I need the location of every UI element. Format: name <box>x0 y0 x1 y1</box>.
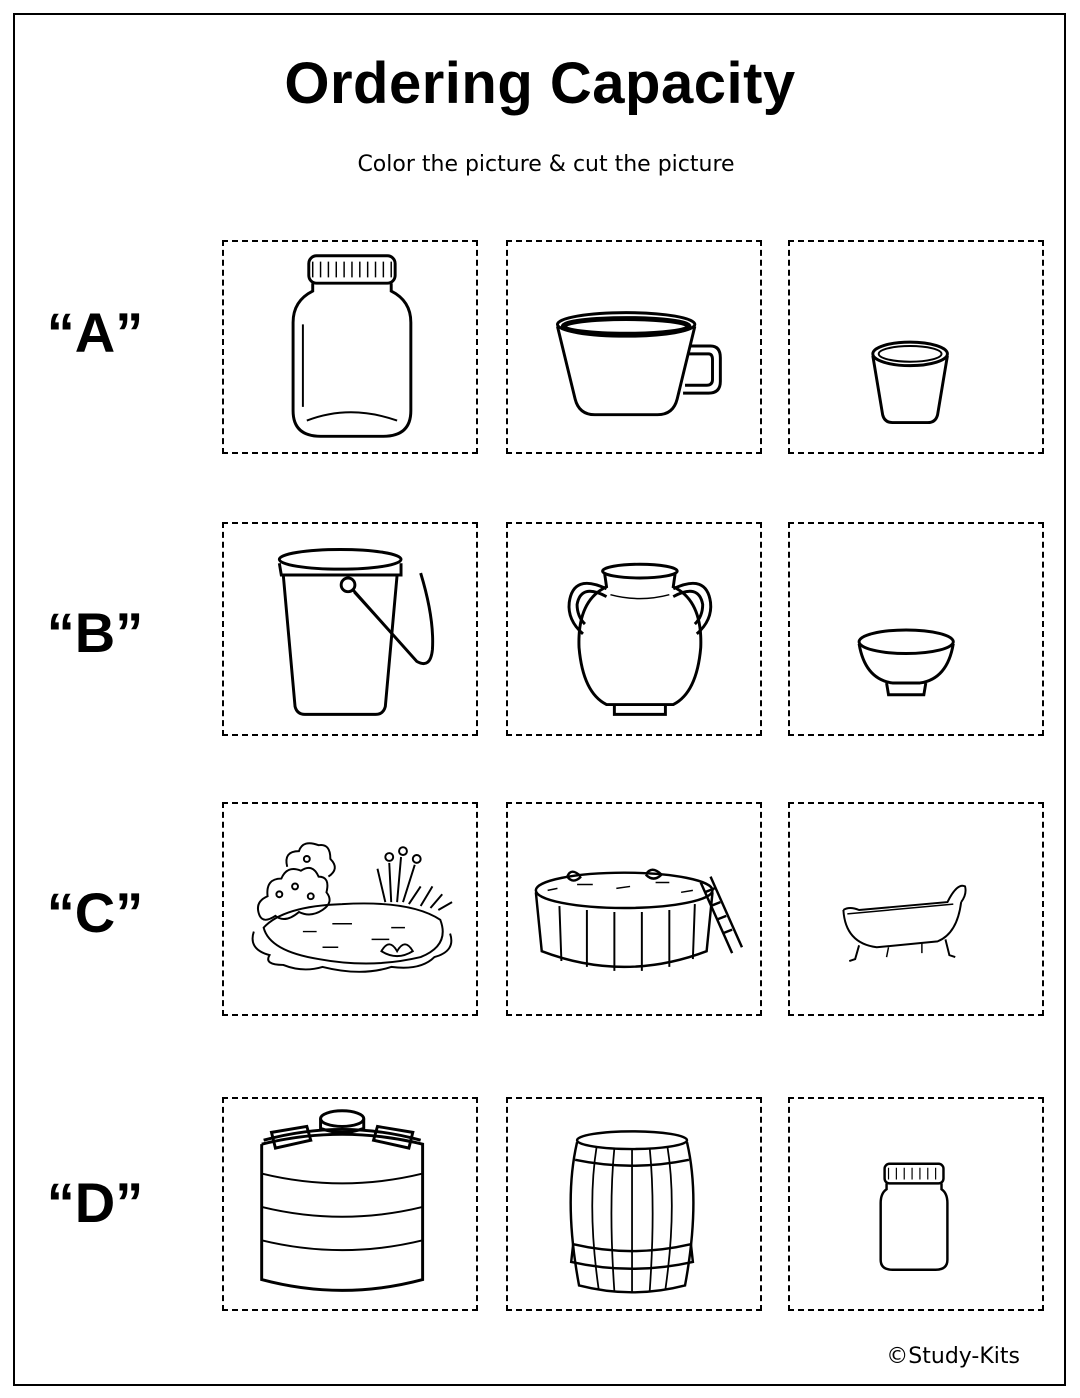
water-tank-icon <box>224 1099 476 1309</box>
bucket-icon <box>224 524 476 734</box>
row-label-c: “C” <box>46 881 144 944</box>
copyright-text: ©Study-Kits <box>886 1344 1020 1369</box>
card-a-2[interactable] <box>506 240 762 454</box>
small-jar-icon <box>790 1099 1042 1309</box>
swimming-pool-icon <box>508 804 760 1014</box>
card-b-3[interactable] <box>788 522 1044 736</box>
card-a-1[interactable] <box>222 240 478 454</box>
jar-icon <box>224 242 476 452</box>
bowl-icon <box>790 524 1042 734</box>
row-label-a: “A” <box>46 301 144 364</box>
vase-icon <box>508 524 760 734</box>
row-label-b: “B” <box>46 601 144 664</box>
page-title: Ordering Capacity <box>284 51 796 116</box>
card-d-2[interactable] <box>506 1097 762 1311</box>
card-c-1[interactable] <box>222 802 478 1016</box>
instruction-text: Color the picture & cut the picture <box>357 152 735 177</box>
card-b-2[interactable] <box>506 522 762 736</box>
row-label-d: “D” <box>46 1171 144 1234</box>
pond-icon <box>224 804 476 1014</box>
card-a-3[interactable] <box>788 240 1044 454</box>
card-c-2[interactable] <box>506 802 762 1016</box>
card-d-3[interactable] <box>788 1097 1044 1311</box>
card-b-1[interactable] <box>222 522 478 736</box>
cup-icon <box>790 242 1042 452</box>
card-c-3[interactable] <box>788 802 1044 1016</box>
card-d-1[interactable] <box>222 1097 478 1311</box>
barrel-icon <box>508 1099 760 1309</box>
mug-icon <box>508 242 760 452</box>
bathtub-icon <box>790 804 1042 1014</box>
